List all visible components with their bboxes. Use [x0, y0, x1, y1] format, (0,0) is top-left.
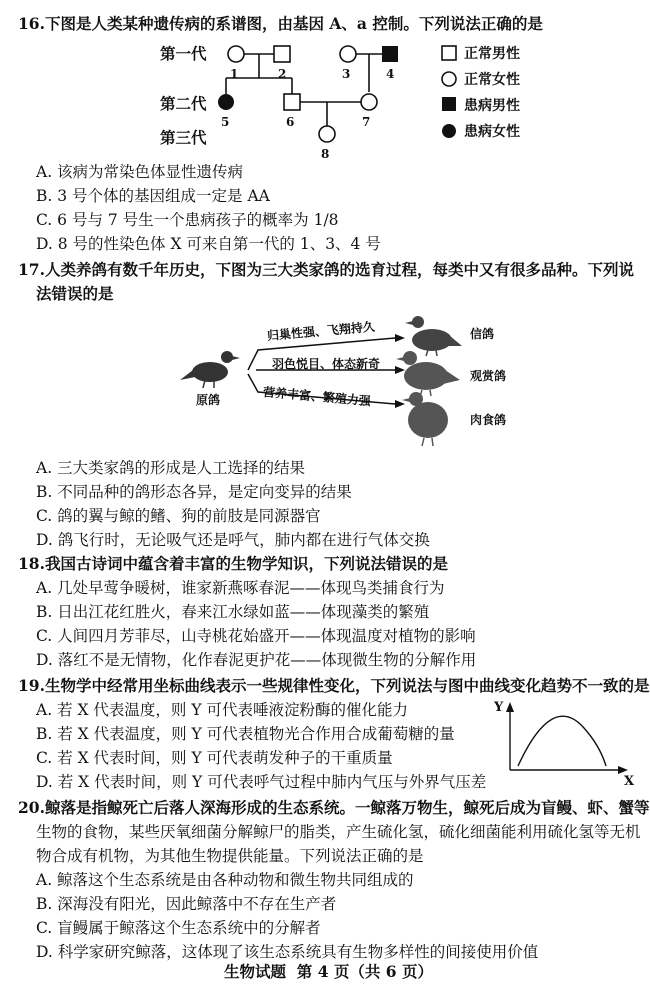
individual-8: [319, 126, 335, 142]
gen3-label: 第三代: [160, 128, 207, 147]
q17-option-d: D. 鸽飞行时，无论吸气还是呼气，肺内都在进行气体交换: [36, 531, 430, 549]
origin-pigeon-label: 原鸽: [196, 393, 221, 407]
legend-normal-female: 正常女性: [464, 72, 520, 88]
fancy-pigeon-icon: [396, 351, 460, 396]
label-4: 4: [386, 67, 395, 81]
gen2-label: 第二代: [160, 94, 207, 113]
individual-6: [284, 94, 300, 110]
q18-option-d: D. 落红不是无情物，化作春泥更护花——体现微生物的分解作用: [36, 651, 477, 669]
individual-7: [361, 94, 377, 110]
legend-sick-male-icon: [442, 97, 456, 111]
individual-5: [218, 94, 234, 110]
x-axis-label: X: [624, 774, 635, 789]
meat-pigeon-label: 肉食鸽: [470, 413, 507, 427]
label-7: 7: [362, 115, 371, 129]
q19-option-b: B. 若 X 代表温度，则 Y 可代表植物光合作用合成葡萄糖的量: [36, 725, 455, 743]
q18-stem: 18.我国古诗词中蕴含着丰富的生物学知识，下列说法错误的是: [18, 554, 448, 573]
legend-sick-female: 患病女性: [464, 124, 520, 140]
homing-pigeon-icon: [405, 316, 462, 356]
q19-option-d: D. 若 X 代表时间，则 Y 可代表呼气过程中肺内气压与外界气压差: [36, 773, 487, 791]
label-2: 2: [278, 67, 287, 81]
legend-normal-male-icon: [442, 46, 456, 60]
q17-option-c: C. 鸽的翼与鲸的鳍、狗的前肢是同源器官: [36, 507, 321, 525]
q20-option-c: C. 盲鳗属于鲸落这个生态系统中的分解者: [36, 919, 321, 937]
legend-sick-male: 患病男性: [464, 98, 520, 114]
label-3: 3: [342, 67, 351, 81]
q17-stem-line1: 17.人类养鸽有数千年历史，下图为三大类家鸽的选育过程，每类中又有很多品种。下列说: [18, 260, 634, 279]
q17-stem-line2: 法错误的是: [36, 284, 114, 303]
individual-1: [228, 46, 244, 62]
q20-stem-line1: 20.鲸落是指鲸死亡后落人深海形成的生态系统。一鲸落万物生，鲸死后成为盲鳗、虾、蟹等: [18, 798, 650, 817]
label-5: 5: [221, 115, 230, 129]
hump-curve: [518, 716, 606, 766]
individual-2: [274, 46, 290, 62]
curve-chart: [510, 710, 622, 770]
q16-option-a: A. 该病为常染色体显性遗传病: [36, 163, 244, 181]
q16-option-b: B. 3 号个体的基因组成一定是 AA: [36, 187, 270, 205]
q16-stem: 16.下图是人类某种遗传病的系谱图，由基因 A、a 控制。下列说法正确的是: [18, 14, 543, 33]
q16-option-d: D. 8 号的性染色体 X 可来自第一代的 1、3、4 号: [36, 235, 381, 253]
label-1: 1: [230, 67, 239, 81]
meat-pigeon-icon: [402, 392, 448, 446]
individual-3: [340, 46, 356, 62]
q16-option-c: C. 6 号与 7 号生一个患病孩子的概率为 1/8: [36, 211, 339, 229]
legend-normal-female-icon: [442, 72, 456, 86]
label-6: 6: [286, 115, 295, 129]
homing-pigeon-label: 信鸽: [470, 327, 495, 341]
gen1-label: 第一代: [160, 44, 207, 63]
arrow-label-homing: 归巢性强、飞翔持久: [266, 319, 376, 344]
q20-stem-line3: 物合成有机物，为其他生物提供能量。下列说法正确的是: [36, 847, 424, 865]
fancy-pigeon-label: 观赏鸽: [470, 369, 507, 383]
arrow-label-ornamental: 羽色悦目、体态新奇: [272, 357, 381, 371]
q19-stem: 19.生物学中经常用坐标曲线表示一些规律性变化，下列说法与图中曲线变化趋势不一致的是: [18, 676, 650, 695]
q17-option-b: B. 不同品种的鸽形态各异，是定向变异的结果: [36, 483, 352, 501]
arrow-label-meat: 营养丰富、繁殖力强: [262, 384, 372, 409]
q17-option-a: A. 三大类家鸽的形成是人工选择的结果: [36, 459, 306, 477]
page-footer: 生物试题 第 4 页（共 6 页）: [224, 962, 433, 981]
individual-4: [382, 46, 398, 62]
legend-normal-male: 正常男性: [464, 46, 520, 62]
q19-option-c: C. 若 X 代表时间，则 Y 可代表萌发种子的干重质量: [36, 749, 393, 767]
q20-option-a: A. 鲸落这个生态系统是由各种动物和微生物共同组成的: [36, 871, 414, 889]
label-8: 8: [321, 147, 330, 161]
q18-option-c: C. 人间四月芳菲尽，山寺桃花始盛开——体现温度对植物的影响: [36, 627, 476, 645]
q19-option-a: A. 若 X 代表温度，则 Y 可代表唾液淀粉酶的催化能力: [36, 701, 409, 719]
q20-option-d: D. 科学家研究鲸落，这体现了该生态系统具有生物多样性的间接使用价值: [36, 943, 539, 961]
q18-option-a: A. 几处早莺争暖树，谁家新燕啄春泥——体现鸟类捕食行为: [36, 579, 445, 597]
q20-stem-line2: 生物的食物，某些厌氧细菌分解鲸尸的脂类，产生硫化氢，硫化细菌能利用硫化氢等无机: [36, 823, 641, 841]
rock-pigeon-icon: [180, 351, 240, 388]
legend-sick-female-icon: [442, 124, 456, 138]
q18-option-b: B. 日出江花红胜火，春来江水绿如蓝——体现藻类的繁殖: [36, 603, 430, 621]
q20-option-b: B. 深海没有阳光，因此鲸落中不存在生产者: [36, 895, 337, 913]
y-axis-label: Y: [494, 700, 504, 715]
